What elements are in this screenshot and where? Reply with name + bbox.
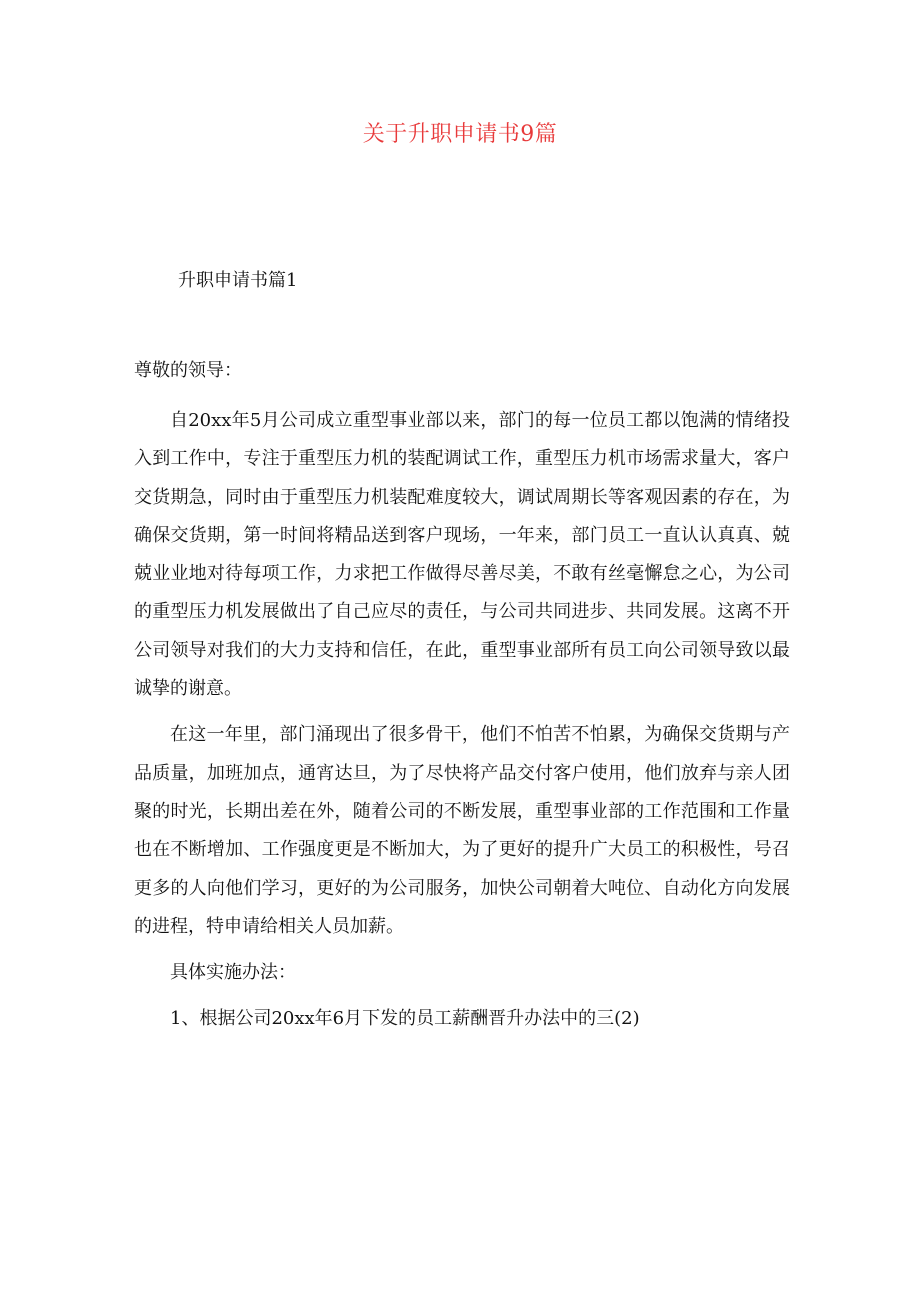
paragraph-measures-heading: 具体实施办法： [170,962,296,984]
section-heading: 升职申请书篇1 [178,270,298,291]
document-title: 关于升职申请书9篇 [362,122,558,147]
paragraph-intro: 自20xx年5月公司成立重型事业部以来，部门的每一位员工都以饱满的情绪投入到工作中，专注于重型压力机的装配调试工作，重型压力机市场需求量大，客户交货期急，同时由于重型压力机装配难度较大，调试周期长等客观因素的存在，为确保交货期，第一时间将精品送到客户现场，一年来，部门员工一直认认真真、兢兢业业地对待每项工作，力求把工作做得尽善尽美，不敢有丝毫懈怠之心，为公司的重型压力机发展做出了自己应尽的责任，与公司共同进步、共同发展。这离不开公司领导对我们的大力支持和信任，在此，重型事业部所有员工向公司领导致以最诚挚的谢意。 [134,410,790,700]
salutation: 尊敬的领导： [134,360,242,381]
paragraph-request: 在这一年里，部门涌现出了很多骨干，他们不怕苦不怕累，为确保交货期与产品质量，加班加点，通宵达旦，为了尽快将产品交付客户使用，他们放弃与亲人团聚的时光，长期出差在外，随着公司的不断发展，重型事业部的工作范围和工作量也在不断增加、工作强度更是不断加大，为了更好的提升广大员工的积极性，号召更多的人向他们学习，更好的为公司服务，加快公司朝着大吨位、自动化方向发展的进程，特申请给相关人员加薪。 [134,724,790,937]
document-body [134,402,790,1047]
paragraph-measure-1: 1、根据公司20xx年6月下发的员工薪酬晋升办法中的三(2) [170,1008,640,1030]
